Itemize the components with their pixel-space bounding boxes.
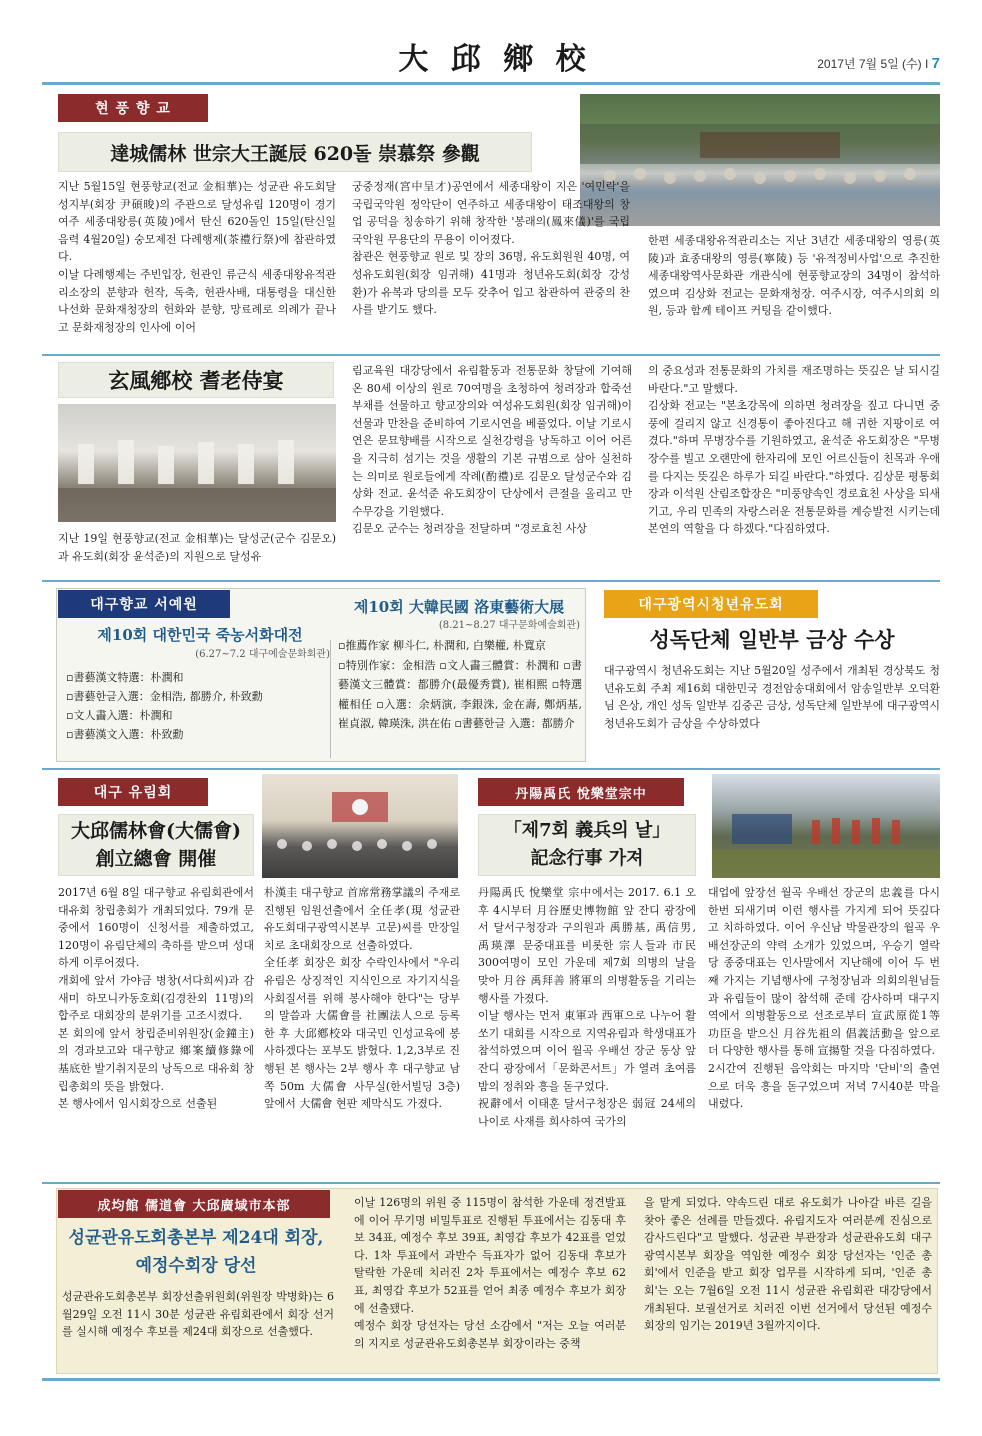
photo-yurim-figures	[262, 774, 458, 878]
issue-date: 2017년 7월 5일 (수) I	[817, 57, 929, 71]
s7-col3: 을 맡게 되었다. 약속드린 대로 유도회가 나아갈 바른 길을 찾아 좋은 선례를 만들겠다. 유림지도자 여러분께 진심으로 감사드린다"고 말했다. 성균관 부관장과 성균관유도회 대구광역시본부 회장을 역임한 예정수 회장 당선자는 '인준 총회'에서 인준을 받고 회장 업무를 시작하게 되며, '인준 총회'는 오는 7월6일 오전 11시 성균관 유림회관 대강당에서 개최된다. 보궐선거로 치러진 이번 선거에서 당선된 예정수 회장의 임기는 2019년 3월까지이다.	[644, 1196, 932, 1333]
rule-4	[42, 1182, 940, 1184]
s6-col1: 丹陽禹氏 悅樂堂 宗中에서는 2017. 6.1 오후 4시부터 月谷歷史博物館 앞 잔디 광장에서 달서구청장과 구의원과 禹勝基, 禹信男, 禹瑛澤 문중대표를 비롯한 宗人들과 市民 300여명이 모인 가운데 제7회 의병의 날을 맞아 月谷 禹拜善 將軍의 의병활동을 기리는 행사를 가졌다. 이날 행사는 먼저 東軍과 西軍으로 나누어 활쏘기 대회를 시작으로 지역유림과 학생대표가 참석하였으며 이어 월곡 우배선 장군 동상 앞 잔디 광장에서「문화콘서트」가 열려 초여름밤의 정취와 흥을 돋구었다. 祝辭에서 이태훈 달서구청장은 弱冠 24세의 나이로 사재를 희사하여 국가의	[478, 886, 696, 1128]
s6-col2: 대업에 앞장선 월곡 우배선 장군의 忠義를 다시 한번 되새기며 이런 행사를 가지게 되어 뜻깊다고 치하하였다. 이어 우신남 박물관장의 월곡 우배선장군의 약력 소개가 있었으며, 우승기 열락당 종중대표는 인사말에서 지난해에 이어 두 번째 가지는 기념행사에 구청장님과 의회의원님들과 유림들이 많이 참석해 준데 감사하며 대구지역에서 의병활동으로 선조로부터 宣武原從1等功臣을 받으신 月谷先祖의 倡義活動을 앞으로 더 다양한 행사를 통해 宣揚할 것을 다짐하였다. 2시간여 진행된 음악회는 마지막 '단비'의 출연으로 더욱 흥을 돋구었으며 저녁 7시40분 막을 내렸다.	[708, 886, 940, 1111]
s2-col1: 지난 19일 현풍향교(전교 金相華)는 달성군(군수 김문오)과 유도회(회장 윤석준)의 지원으로 달성유	[58, 532, 336, 563]
photo-banquet-figures	[58, 404, 336, 522]
photo-banquet	[58, 404, 336, 522]
photo-danyang-event	[712, 774, 940, 878]
rule-3	[42, 768, 940, 770]
exhibit2-body: ▫推薦作家 柳斗仁, 朴潤和, 白樂權, 朴寬京 ▫特別作家：金相浩 ▫文人畵三體賞：朴潤和 ▫書藝漢文三體賞：都勝介(最優秀賞), 崔相熙 ▫特選 權相任 ▫入選：余炳演, 李銀洙, 金在壽, 鄭炳基, 崔貞淑, 韓瑛洙, 洪在佑 ▫書藝한글 入選：都勝介	[338, 639, 582, 730]
headline-sejong: 達城儒林 世宗大王誕辰 620돌 崇慕祭 參觀	[58, 132, 532, 172]
headline-sungkyunkwan: 성균관유도회총본부 제24대 회장, 예정수회장 당선	[68, 1228, 324, 1276]
section-label-danyang: 丹陽禹氏 悅樂堂宗中	[478, 778, 684, 806]
exhibit2-sub: (8.21~8.27 대구문화예술회관)	[438, 620, 580, 631]
masthead-title: 大 邱 鄉 校	[398, 42, 592, 77]
headline-yurim: 大邱儒林會(大儒會) 創立總會 開催	[58, 814, 254, 876]
top-rule	[42, 82, 940, 85]
rule-2	[42, 580, 940, 582]
headline-youth-award: 성독단체 일반부 금상 수상	[649, 627, 895, 652]
section-label-seoye: 대구향교 서예원	[58, 590, 230, 618]
headline-elder-banquet: 玄風鄕校 耆老侍宴	[58, 362, 334, 398]
exhibit1-title: 제10회 대한민국 죽농서화대전	[97, 626, 303, 644]
s7-col2: 이날 126명의 위원 중 115명이 참석한 가운데 정견발표에 이어 무기명 비밀투표로 진행된 투표에서는 김동대 후보 34표, 예정수 후보 39표, 최영갑 후보가 42표를 얻었다. 1차 투표에서 과반수 득표자가 없어 김동대 후보가 탈락한 가운데 치러진 2차 투표에서는 예정수 후보 62표, 최영갑 후보가 52표를 얻어 최종 예정수 후보가 회장에 선출됐다. 예정수 회장 당선자는 당선 소감에서 "저는 오늘 여러분의 지지로 성균관유도회총본부 회장이라는 중책	[354, 1196, 626, 1350]
section-label-youth: 대구광역시청년유도회	[604, 590, 818, 618]
exhibit1-sub: (6.27~7.2 대구예술문화회관)	[195, 649, 330, 660]
rule-1	[42, 354, 940, 356]
bottom-rule	[42, 1378, 940, 1381]
photo-sejong-group	[580, 94, 940, 226]
s1-col3: 한편 세종대왕유적관리소는 지난 3년간 세종대왕의 영릉(英陵)과 효종대왕의 영릉(寧陵) 등 '유적정비사업'으로 추진한 세종대왕역사문화관 개관식에 현풍향교장의 34명이 참석하였으며 김상화 전교는 문화재청장. 여주시장, 여주시의회 의원, 등과 함께 테이프 커팅을 같이했다.	[648, 234, 940, 318]
s1-col2: 궁중정재(宮中呈才)공연에서 세종대왕이 지은 '여민락'을 국립국악원 정악단이 연주하고 세종대왕이 태조대왕의 창업 공덕을 칭송하기 위해 창작한 '봉래의(鳳來儀)'를 국립국악원 무용단의 무용이 이어졌다. 참관은 현풍향교 원로 및 장의 36명, 유도회원원 40명, 여성유도회원(회장 임귀해) 41명과 청년유도회(회장 강성환)가 유복과 당의를 모두 갖추어 입고 참관하여 관중의 찬사를 받기도 했다.	[352, 180, 630, 317]
s7-col1: 성균관유도회총본부 회장선출위원회(위원장 박병화)는 6월29일 오전 11시 30분 성균관 유림회관에서 회장 선거를 실시해 예정수 후보를 제24대 회장으로 선출했다.	[62, 1290, 334, 1339]
exhibit1-item: ▫書藝한글入選：金相浩, 都勝介, 朴致勳	[66, 690, 263, 703]
s4-body: 대구광역시 청년유도회는 지난 5월20일 성주에서 개최된 경상북도 청년유도회 주최 제16회 대한민국 경전암송대회에서 암송일반부 오덕환님 은상, 개인 성독 일반부 김중곤 금상, 성독단체 일반부에 대구광역시 청년유도회가 금상을 수상하였다	[604, 664, 940, 730]
section-label-yurim: 대구 유림회	[58, 778, 208, 806]
section-label-hyeonpung: 현 풍 향 교	[58, 94, 208, 122]
photo-figures	[580, 94, 940, 226]
exhibit1-item: ▫書藝漢文特選：朴潤和	[66, 671, 184, 684]
photo-yurim-meeting	[262, 774, 458, 878]
s2-col2: 림교육원 대강당에서 유림활동과 전통문화 창달에 기여해 온 80세 이상의 원로 70여명을 초청하여 청려장과 합죽선 부채를 선물하고 향교장의와 여성유도회원(회장 임귀해)이 선물과 만찬을 준비하여 기로시연을 베풀었다. 이날 기로시연은 문묘향배를 시작으로 실천강령을 낭독하고 이어 어른을 지극히 섬기는 것을 생활의 기본 규범으로 삼아 실천하는 의미로 원로들에게 작례(酌禮)로 김문오 달성군수와 김상화 전교. 윤석준 유도회장이 단상에서 큰절을 올리고 만수무강을 기원했다. 김문오 군수는 청려장을 전달하며 "경로효친 사상	[352, 364, 632, 536]
section-label-sungkyunkwan: 成均館 儒道會 大邱廣域市本部	[58, 1190, 330, 1218]
masthead-date	[760, 54, 940, 74]
headline-danyang: 「제7회 義兵의 날」 記念行事 가져	[478, 814, 696, 876]
page-number: 7	[931, 55, 940, 72]
photo-danyang-figures	[712, 774, 940, 878]
s5-col1: 2017년 6월 8일 대구향교 유림회관에서 대유회 창립총회가 개최되었다. 79개 문중에서 160명이 신청서를 제출하였고, 120명이 유림단체의 축하를 받으며 성대하게 이루어졌다. 개회에 앞서 가야금 병창(서다희씨)과 감새미 하모니카동호회(김경찬외 11명)의 합주로 대회장의 분위기를 고조시켰다. 본 회의에 앞서 창립준비위원장(金鐘主)의 경과보고와 대구향교 鄉案續修錄에 基底한 발기취지문의 낭독으로 대유회 창립총회의 뜻을 밝혔다. 본 행사에서 임시회장으로 선출된	[58, 886, 254, 1111]
s5-col2: 朴漢圭 대구향교 首席常務掌議의 주재로 진행된 임원선출에서 全任孝(現 성균관유도회대구광역시본부 고문)씨를 만장일치로 초대회장으로 선출하였다. 全任孝 회장은 회장 수락인사에서 "우리 유림은 상징적인 지식인으로 자기지식을 사회질서를 위해 봉사해야 한다"는 당부의 말씀과 大儒會를 社團法人으로 등록한 후 大邱鄕校와 대국민 인성교육에 봉사하겠다는 포부도 밝혔다. 1,2,3부로 진행된 본 행사는 2부 행사 후 대구향교 남쪽 50m 大儒會 사무실(한서빌딩 3층) 앞에서 大儒會 현판 제막식도 가졌다.	[264, 886, 460, 1111]
exhibit1-list	[66, 668, 336, 758]
s2-col3: 의 중요성과 전통문화의 가치를 재조명하는 뜻깊은 날 되시길 바란다."고 말했다. 김상화 전교는 "본초강목에 의하면 청려장을 짚고 다니면 중풍에 걸리지 않고 신경통이 좋아진다고 해 귀한 지팡이로 여겼다."하며 무병장수를 기원하였고, 윤석준 유도회장은 "무병장수를 빌고 오랜만에 한자리에 모인 어르신들이 친목과 우애를 다지는 뜻깊은 하루가 되길 바란다."하였다. 김상문 평통회장과 이석원 산림조합장은 "미풍양속인 경로효친 사상을 되새기고, 우리 민족의 자랑스러운 전통문화를 계승발전 시키는데 본연의 역할을 다 하겠다."다짐하였다.	[648, 364, 940, 536]
s1-col1: 지난 5월15일 현풍향교(전교 金相華)는 성균관 유도회달성지부(회장 尹碩晙)의 주관으로 달성유림 120명이 경기 여주 세종대왕릉(英陵)에서 탄신 620돌인 15일(탄신일 음력 4월20일) 숭모제전 다례행제(茶禮行祭)에 참관하였다. 이날 다례행제는 주빈입장, 헌관인 류근식 세종대왕유적관리소장의 분향과 헌작, 독축, 헌관사배, 대통령을 대신한 나선화 문화재청장의 헌화와 분향, 망료례로 의례가 끝나고 문화재청장의 인사에 이어	[58, 180, 336, 334]
exhibit-divider	[330, 640, 331, 758]
exhibit1-item: ▫文人畵入選：朴潤和	[66, 709, 173, 722]
exhibit1-item: ▫書藝漢文入選：朴致勳	[66, 728, 184, 741]
exhibit2-title: 제10회 大韓民國 洛東藝術大展	[353, 598, 565, 616]
